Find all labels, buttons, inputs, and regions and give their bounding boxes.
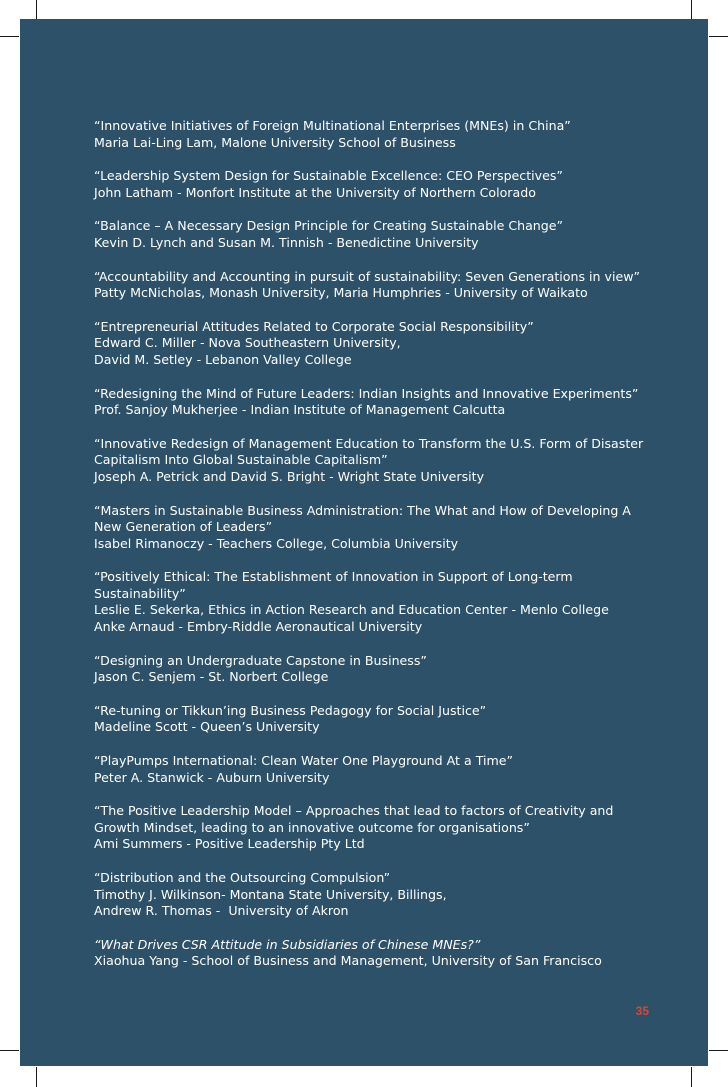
paper-authors: Prof. Sanjoy Mukherjee - Indian Institute of Management Calcutta [94,402,506,418]
list-item [94,653,654,686]
paper-authors: Edward C. Miller - Nova Southeastern University, [94,335,401,351]
paper-authors: John Latham - Monfort Institute at the University of Northern Colorado [94,184,536,200]
paper-title: “Positively Ethical: The Establishment of Innovation in Support of Long-term Sustainability” [94,569,577,601]
paper-authors: Leslie E. Sekerka, Ethics in Action Research and Education Center - Menlo College [94,602,609,618]
paper-title: “Innovative Redesign of Management Education to Transform the U.S. Form of Disaster Capitalism Into Global Sustainable Capitalism” [94,435,648,468]
paper-authors: Madeline Scott - Queen’s University [94,719,320,735]
paper-authors: Kevin D. Lynch and Susan M. Tinnish - Benedictine University [94,234,479,250]
list-item [94,269,654,302]
list-item [94,386,654,419]
crop-mark [36,1067,37,1087]
paper-title: “Accountability and Accounting in pursuit of sustainability: Seven Generations in view” [94,268,641,284]
list-item [94,218,654,251]
list-item [94,569,654,635]
paper-authors: Timothy J. Wilkinson- Montana State University, Billings, [94,886,447,902]
paper-authors: David M. Setley - Lebanon Valley College [94,351,352,367]
paper-title: “Distribution and the Outsourcing Compulsion” [94,870,391,885]
list-item [94,753,654,786]
paper-title: “Designing an Undergraduate Capstone in Business” [94,652,427,668]
paper-authors: Jason C. Senjem - St. Norbert College [94,669,329,685]
paper-authors: Maria Lai-Ling Lam, Malone University School of Business [94,134,456,150]
paper-authors: Isabel Rimanoczy - Teachers College, Columbia University [94,535,459,551]
page-number: 35 [635,1004,649,1018]
list-item [94,870,654,920]
presentation-list [94,118,654,987]
paper-title: “The Positive Leadership Model – Approaches that lead to factors of Creativity and Growth Mindset, leading to an innovative outcome for organisations” [94,803,618,835]
paper-authors: Joseph A. Petrick and David S. Bright - Wright State University [94,468,485,484]
paper-title: “Innovative Initiatives of Foreign Multinational Enterprises (MNEs) in China” [94,118,571,133]
crop-mark [36,0,37,19]
list-item [94,436,654,486]
paper-title: “Redesigning the Mind of Future Leaders: Indian Insights and Innovative Experiments” [94,385,639,401]
crop-mark [691,1067,692,1087]
crop-mark [691,0,692,19]
list-item [94,803,654,853]
paper-title: “PlayPumps International: Clean Water One Playground At a Time” [94,753,514,769]
list-item [94,503,654,553]
paper-title: “Entrepreneurial Attitudes Related to Corporate Social Responsibility” [94,318,534,334]
paper-authors: Ami Summers - Positive Leadership Pty Ltd [94,836,365,852]
paper-authors: Anke Arnaud - Embry-Riddle Aeronautical University [94,619,423,635]
crop-mark [709,1050,728,1051]
paper-title: “Masters in Sustainable Business Administration: The What and How of Developing A New Generation of Leaders” [94,502,635,535]
paper-title: “What Drives CSR Attitude in Subsidiaries of Chinese MNEs?” [94,936,481,952]
list-item [94,703,654,736]
paper-title: “Balance – A Necessary Design Principle for Creating Sustainable Change” [94,218,564,234]
paper-authors: Patty McNicholas, Monash University, Maria Humphries - University of Waikato [94,285,588,301]
paper-authors: Peter A. Stanwick - Auburn University [94,769,330,785]
paper-title: “Leadership System Design for Sustainable Excellence: CEO Perspectives” [94,168,563,184]
paper-authors: Andrew R. Thomas - University of Akron [94,903,349,919]
paper-authors: Xiaohua Yang - School of Business and Management, University of San Francisco [94,953,602,969]
crop-mark [0,1050,19,1051]
crop-mark [709,36,728,37]
paper-title: “Re-tuning or Tikkun’ing Business Pedagogy for Social Justice” [94,702,487,718]
list-item [94,118,654,151]
list-item [94,168,654,201]
list-item [94,937,654,970]
list-item [94,319,654,369]
crop-mark [0,36,19,37]
